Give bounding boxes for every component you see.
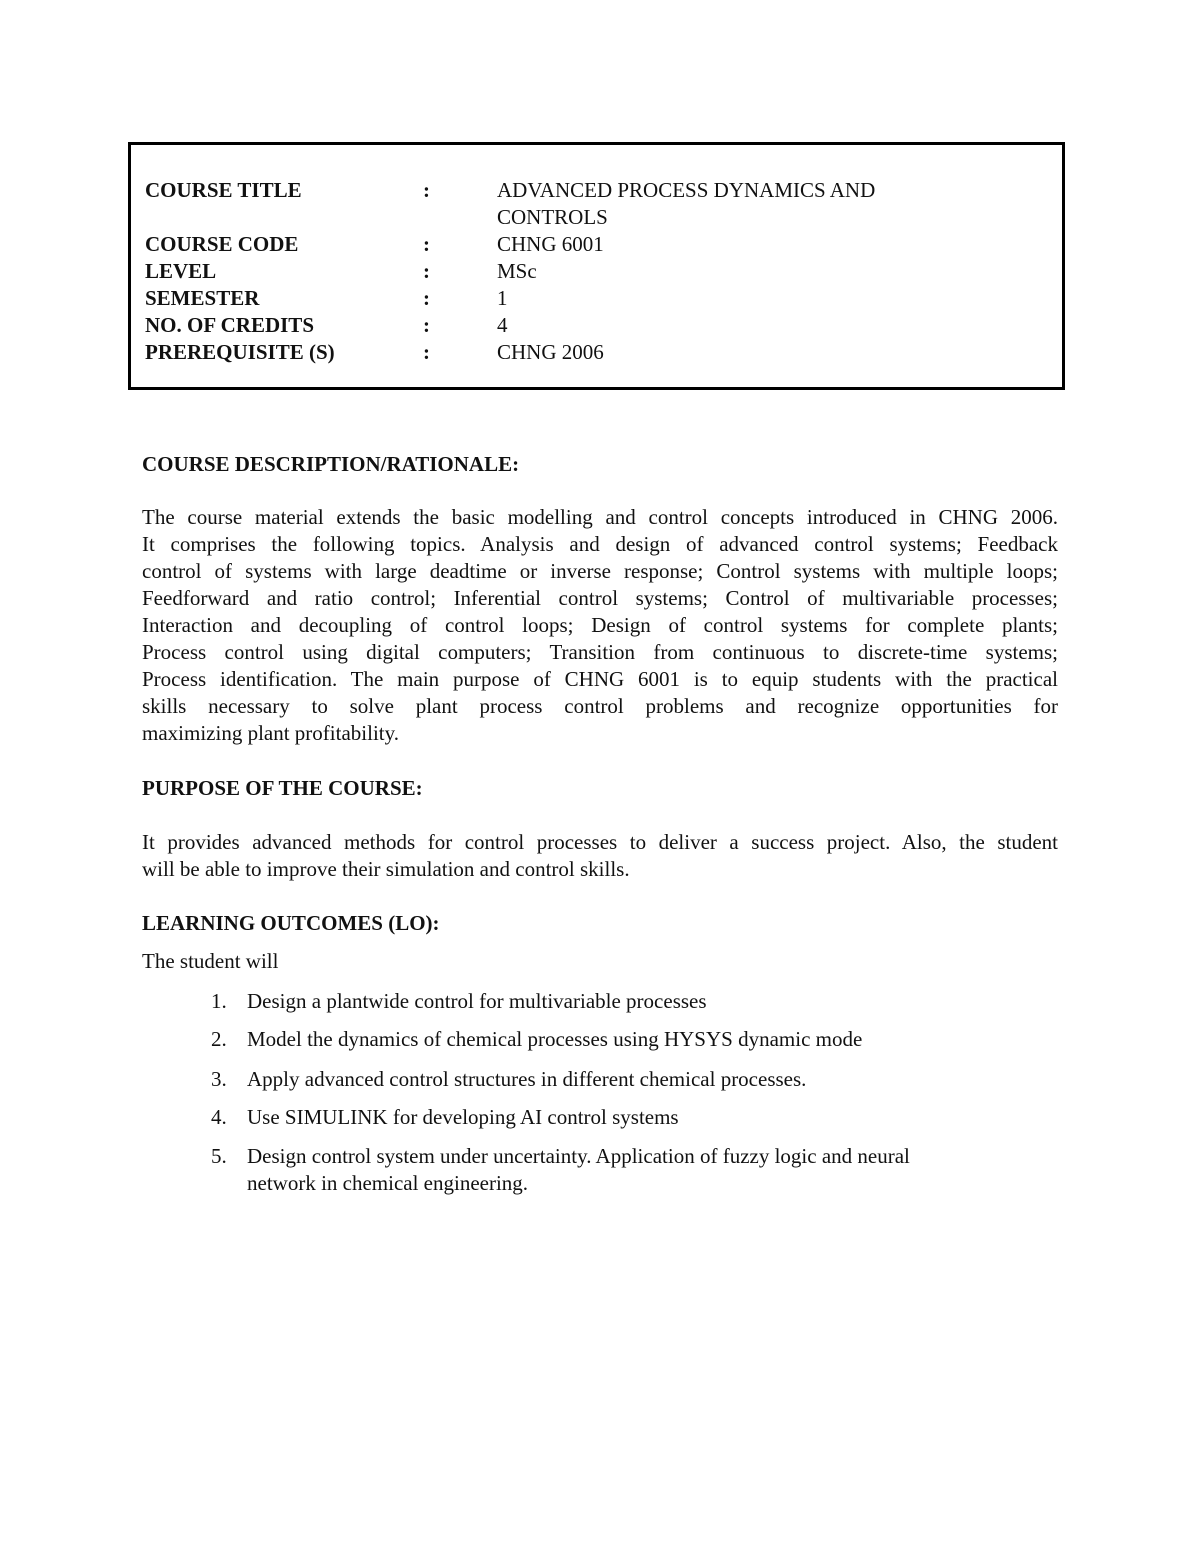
course-title-row-continued (131, 204, 1062, 231)
credits-value: 4 (497, 313, 508, 337)
purpose-line: will be able to improve their simulation and control skills. (142, 857, 630, 881)
level-row (131, 258, 1062, 285)
description-line: It comprises the following topics. Analysis and design of advanced control systems; Feedback (142, 532, 1058, 556)
learning-outcome-text-line-2: network in chemical engineering. (247, 1171, 529, 1195)
credits-colon: : (423, 313, 430, 337)
course-code-label: COURSE CODE (145, 232, 299, 256)
description-line: Interaction and decoupling of control loops; Design of control systems for complete plants; (142, 613, 1058, 637)
course-title-value-line-2: CONTROLS (497, 205, 608, 229)
purpose-paragraph (142, 829, 1058, 883)
semester-value: 1 (497, 286, 508, 310)
description-line: Feedforward and ratio control; Inferential control systems; Control of multivariable processes; (142, 586, 1058, 610)
learning-outcome-text-line-1: Design control system under uncertainty. Application of fuzzy logic and neural (247, 1144, 910, 1168)
learning-outcome-number: 4. (211, 1105, 227, 1129)
level-value: MSc (497, 259, 537, 283)
description-line: Process identification. The main purpose of CHNG 6001 is to equip students with the practical (142, 667, 1058, 691)
level-colon: : (423, 259, 430, 283)
semester-colon: : (423, 286, 430, 310)
course-info-box (128, 142, 1065, 390)
semester-row (131, 285, 1062, 312)
learning-outcome-text: Use SIMULINK for developing AI control systems (247, 1105, 679, 1129)
course-code-row (131, 231, 1062, 258)
learning-outcome-text: Apply advanced control structures in different chemical processes. (247, 1067, 807, 1091)
prerequisite-label: PREREQUISITE (S) (145, 340, 335, 364)
learning-outcomes-heading: LEARNING OUTCOMES (LO): (142, 911, 440, 935)
learning-outcomes-intro: The student will (142, 949, 279, 973)
course-title-row (131, 177, 1062, 204)
learning-outcome-number: 3. (211, 1067, 227, 1091)
description-line: The course material extends the basic modelling and control concepts introduced in CHNG 2006. (142, 505, 1058, 529)
learning-outcome-text: Design a plantwide control for multivariable processes (247, 989, 707, 1013)
learning-outcome-number: 5. (211, 1144, 227, 1168)
description-line: maximizing plant profitability. (142, 721, 400, 745)
description-heading: COURSE DESCRIPTION/RATIONALE: (142, 452, 520, 476)
prerequisite-value: CHNG 2006 (497, 340, 604, 364)
purpose-heading: PURPOSE OF THE COURSE: (142, 776, 423, 800)
prerequisite-colon: : (423, 340, 430, 364)
level-label: LEVEL (145, 259, 217, 283)
description-paragraph (142, 504, 1058, 747)
credits-row (131, 312, 1062, 339)
learning-outcome-number: 1. (211, 989, 227, 1013)
course-code-colon: : (423, 232, 430, 256)
course-code-value: CHNG 6001 (497, 232, 604, 256)
description-line: skills necessary to solve plant process control problems and recognize opportunities for (142, 694, 1058, 718)
credits-label: NO. OF CREDITS (145, 313, 314, 337)
semester-label: SEMESTER (145, 286, 260, 310)
description-line: control of systems with large deadtime or inverse response; Control systems with multiple loops; (142, 559, 1058, 583)
learning-outcome-number: 2. (211, 1027, 227, 1051)
learning-outcome-text: Model the dynamics of chemical processes using HYSYS dynamic mode (247, 1027, 863, 1051)
course-title-value-line-1: ADVANCED PROCESS DYNAMICS AND (497, 178, 876, 202)
prerequisite-row (131, 339, 1062, 366)
description-line: Process control using digital computers; Transition from continuous to discrete-time systems; (142, 640, 1058, 664)
course-title-colon: : (423, 178, 430, 202)
course-title-label: COURSE TITLE (145, 178, 302, 202)
purpose-line: It provides advanced methods for control processes to deliver a success project. Also, the student (142, 830, 1058, 854)
